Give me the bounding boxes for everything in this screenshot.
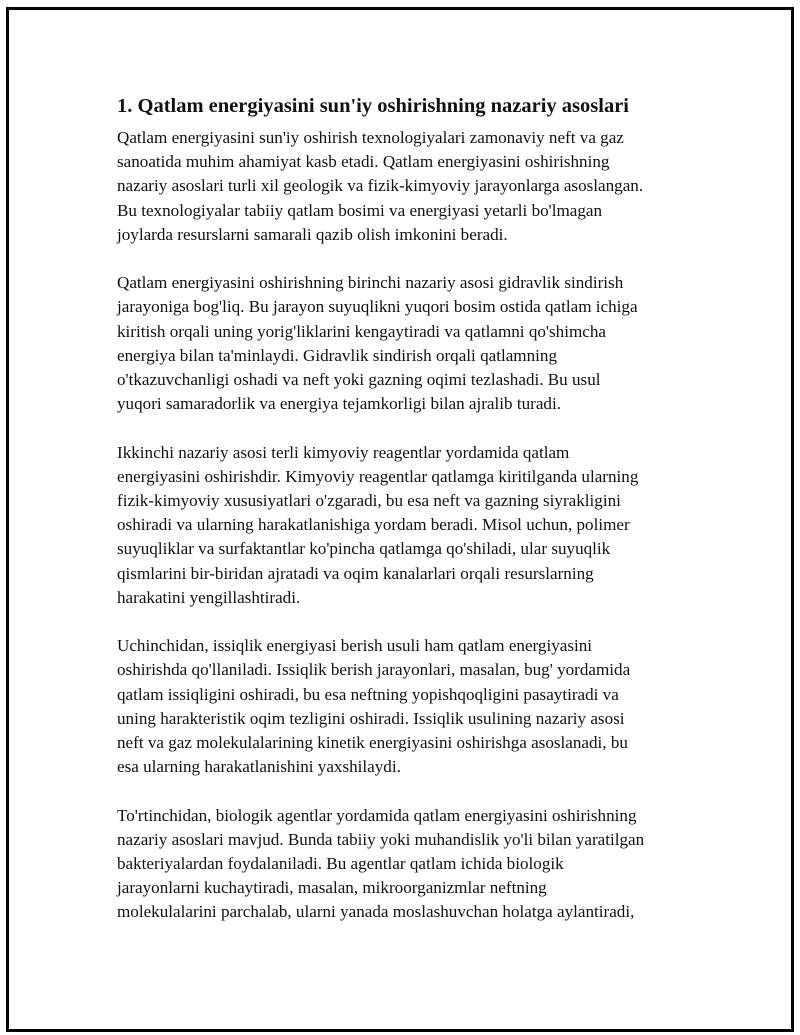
text-line: energiya bilan ta'minlaydi. Gidravlik sindirish orqali qatlamning [117,345,557,365]
text-line: oshiradi va ularning harakatlanishiga yordam beradi. Misol uchun, polimer [117,515,630,535]
text-line: joylarda resurslarni samarali qazib olish imkonini beradi. [117,224,508,244]
text-line: yuqori samaradorlik va energiya tejamkorligi bilan ajralib turadi. [117,394,561,414]
text-line: sanoatida muhim ahamiyat kasb etadi. Qatlam energiyasini oshirishning [117,152,610,172]
paragraph-1 [117,126,692,247]
text-line: qatlam issiqligini oshiradi, bu esa neftning yopishqoqligini pasaytiradi va [117,684,619,704]
text-line: nazariy asoslari turli xil geologik va fizik-kimyoviy jarayonlarga asoslangan. [117,176,644,196]
text-line: o'tkazuvchanligi oshadi va neft yoki gazning oqimi tezlashadi. Bu usul [117,370,601,390]
document-body [117,92,692,949]
text-line: energiyasini oshirishdir. Kimyoviy reagentlar qatlamga kiritilganda ularning [117,466,639,486]
text-line: jarayonlarni kuchaytiradi, masalan, mikroorganizmlar neftning [117,878,547,898]
text-line: kiritish orqali uning yorig'liklarini kengaytiradi va qatlamni qo'shimcha [117,321,606,341]
paragraph-4 [117,634,692,779]
text-line: nazariy asoslari mavjud. Bunda tabiiy yoki muhandislik yo'li bilan yaratilgan [117,829,645,849]
text-line: To'rtinchidan, biologik agentlar yordamida qatlam energiyasini oshirishning [117,805,637,825]
text-line: Qatlam energiyasini oshirishning birinchi nazariy asosi gidravlik sindirish [117,273,624,293]
text-line: qismlarini bir-biridan ajratadi va oqim kanalarlari orqali resurslarning [117,563,594,583]
text-line: neft va gaz molekulalarining kinetik energiyasini oshirishga asoslanadi, bu [117,733,628,753]
paragraph-3 [117,441,692,610]
text-line: bakteriyalardan foydalaniladi. Bu agentlar qatlam ichida biologik [117,854,564,874]
text-line: Ikkinchi nazariy asosi terli kimyoviy reagentlar yordamida qatlam [117,442,570,462]
text-line: harakatini yengillashtiradi. [117,587,301,607]
text-line: Bu texnologiyalar tabiiy qatlam bosimi va energiyasi yetarli bo'lmagan [117,200,603,220]
text-line: Uchinchidan, issiqlik energiyasi berish usuli ham qatlam energiyasini [117,636,593,656]
text-line: oshirishda qo'llaniladi. Issiqlik berish jarayonlari, masalan, bug' yordamida [117,660,631,680]
paragraph-2 [117,271,692,416]
text-line: esa ularning harakatlanishini yaxshilaydi. [117,757,401,777]
text-line: uning harakteristik oqim tezligini oshiradi. Issiqlik usulining nazariy asosi [117,708,625,728]
text-line: Qatlam energiyasini sun'iy oshirish texnologiyalari zamonaviy neft va gaz [117,128,624,147]
text-line: jarayoniga bog'liq. Bu jarayon suyuqlikni yuqori bosim ostida qatlam ichiga [117,297,638,317]
text-line: fizik-kimyoviy xususiyatlari o'zgaradi, bu esa neft va gazning siyrakligini [117,491,621,511]
paragraph-5 [117,804,692,925]
text-line: molekulalarini parchalab, ularni yanada moslashuvchan holatga aylantiradi, [117,902,635,922]
section-heading: 1. Qatlam energiyasini sun'iy oshirishning nazariy asoslari [117,95,629,117]
text-line: suyuqliklar va surfaktantlar ko'pincha qatlamga qo'shiladi, ular suyuqlik [117,539,611,559]
